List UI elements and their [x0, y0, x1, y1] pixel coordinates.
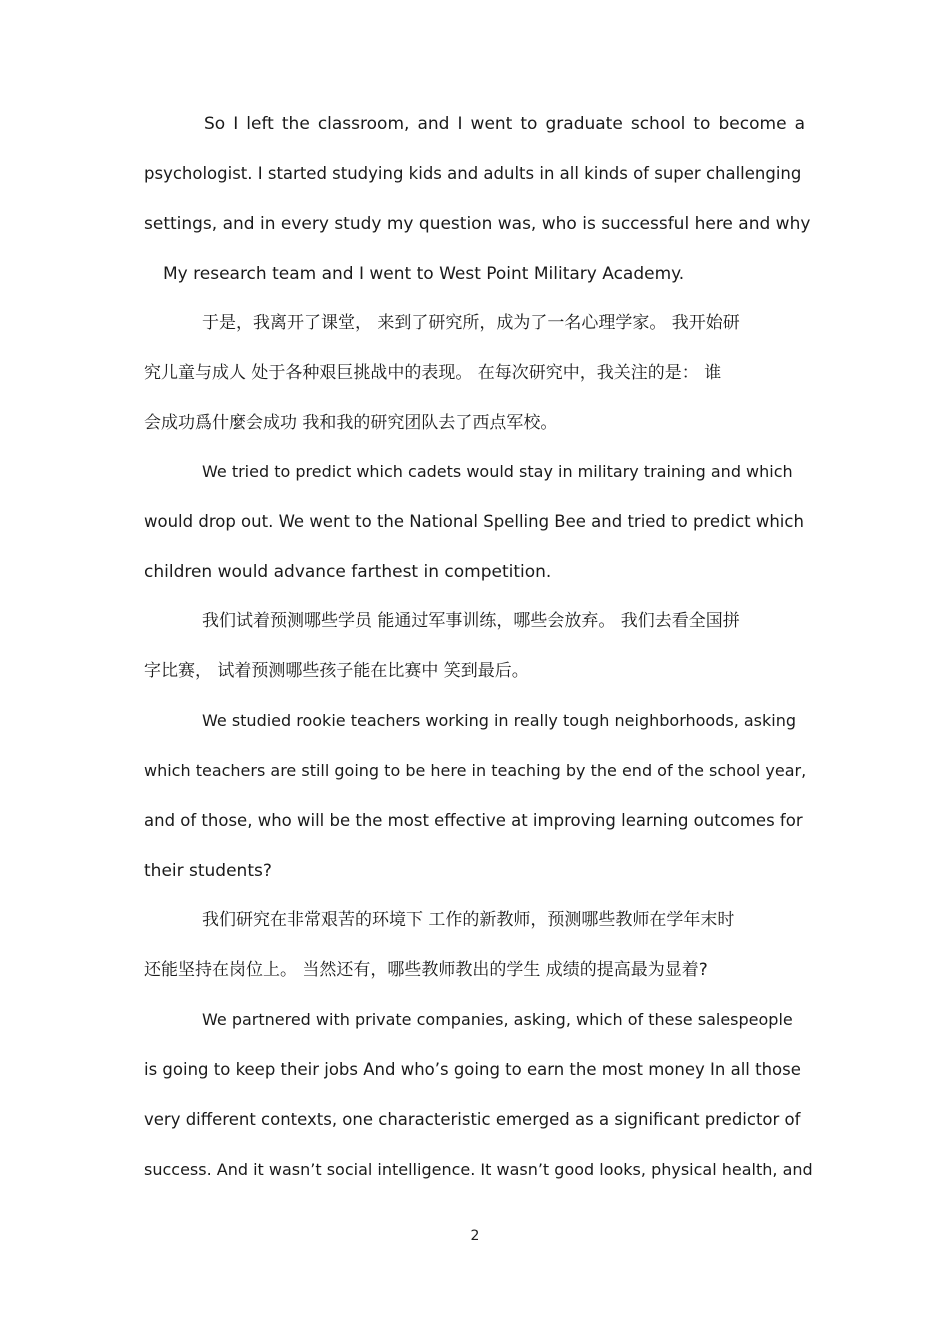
text-line: We partnered with private companies, asking, which of these salespeople — [202, 1010, 793, 1029]
text-line: 还能坚持在岗位上。 当然还有，哪些教师教出的学生 成绩的提高最为显着? — [144, 960, 708, 980]
text-line: 于是，我离开了课堂， 来到了研究所，成为了一名心理学家。 我开始研 — [202, 313, 740, 333]
text-line: is going to keep their jobs And who’s going to earn the most money In all those — [144, 1060, 801, 1079]
text-line: So I left the classroom, and I went to graduate school to become a — [204, 114, 805, 134]
text-line: their students? — [144, 861, 272, 881]
text-line: and of those, who will be the most effective at improving learning outcomes for — [144, 811, 803, 830]
text-line: psychologist. I started studying kids and adults in all kinds of super challenging — [144, 164, 802, 183]
text-line: would drop out. We went to the National Spelling Bee and tried to predict which — [144, 512, 804, 531]
page-number: 2 — [470, 1228, 480, 1244]
text-line: We tried to predict which cadets would stay in military training and which — [202, 462, 793, 481]
text-line: settings, and in every study my question was, who is successful here and why — [144, 214, 811, 234]
text-line: success. And it wasn’t social intelligence. It wasn’t good looks, physical health, and — [144, 1160, 813, 1179]
text-line: 我们研究在非常艰苦的环境下 工作的新教师，预测哪些教师在学年末时 — [202, 910, 735, 930]
text-line: which teachers are still going to be here in teaching by the end of the school year, — [144, 761, 807, 780]
text-line: 我们试着预测哪些学员 能通过军事训练，哪些会放弃。 我们去看全国拼 — [202, 611, 740, 631]
text-line: My research team and I went to West Point Military Academy. — [163, 264, 685, 284]
text-line: children would advance farthest in competition. — [144, 562, 552, 582]
text-line: 字比赛， 试着预测哪些孩子能在比赛中 笑到最后。 — [144, 661, 529, 681]
text-line: We studied rookie teachers working in really tough neighborhoods, asking — [202, 711, 797, 730]
text-line: 究儿童与成人 处于各种艰巨挑战中的表现。 在每次研究中，我关注的是： 谁 — [144, 363, 722, 383]
text-line: very different contexts, one characteristic emerged as a significant predictor of — [144, 1110, 801, 1129]
text-line: 会成功爲什麼会成功 我和我的研究团队去了西点军校。 — [144, 413, 558, 433]
